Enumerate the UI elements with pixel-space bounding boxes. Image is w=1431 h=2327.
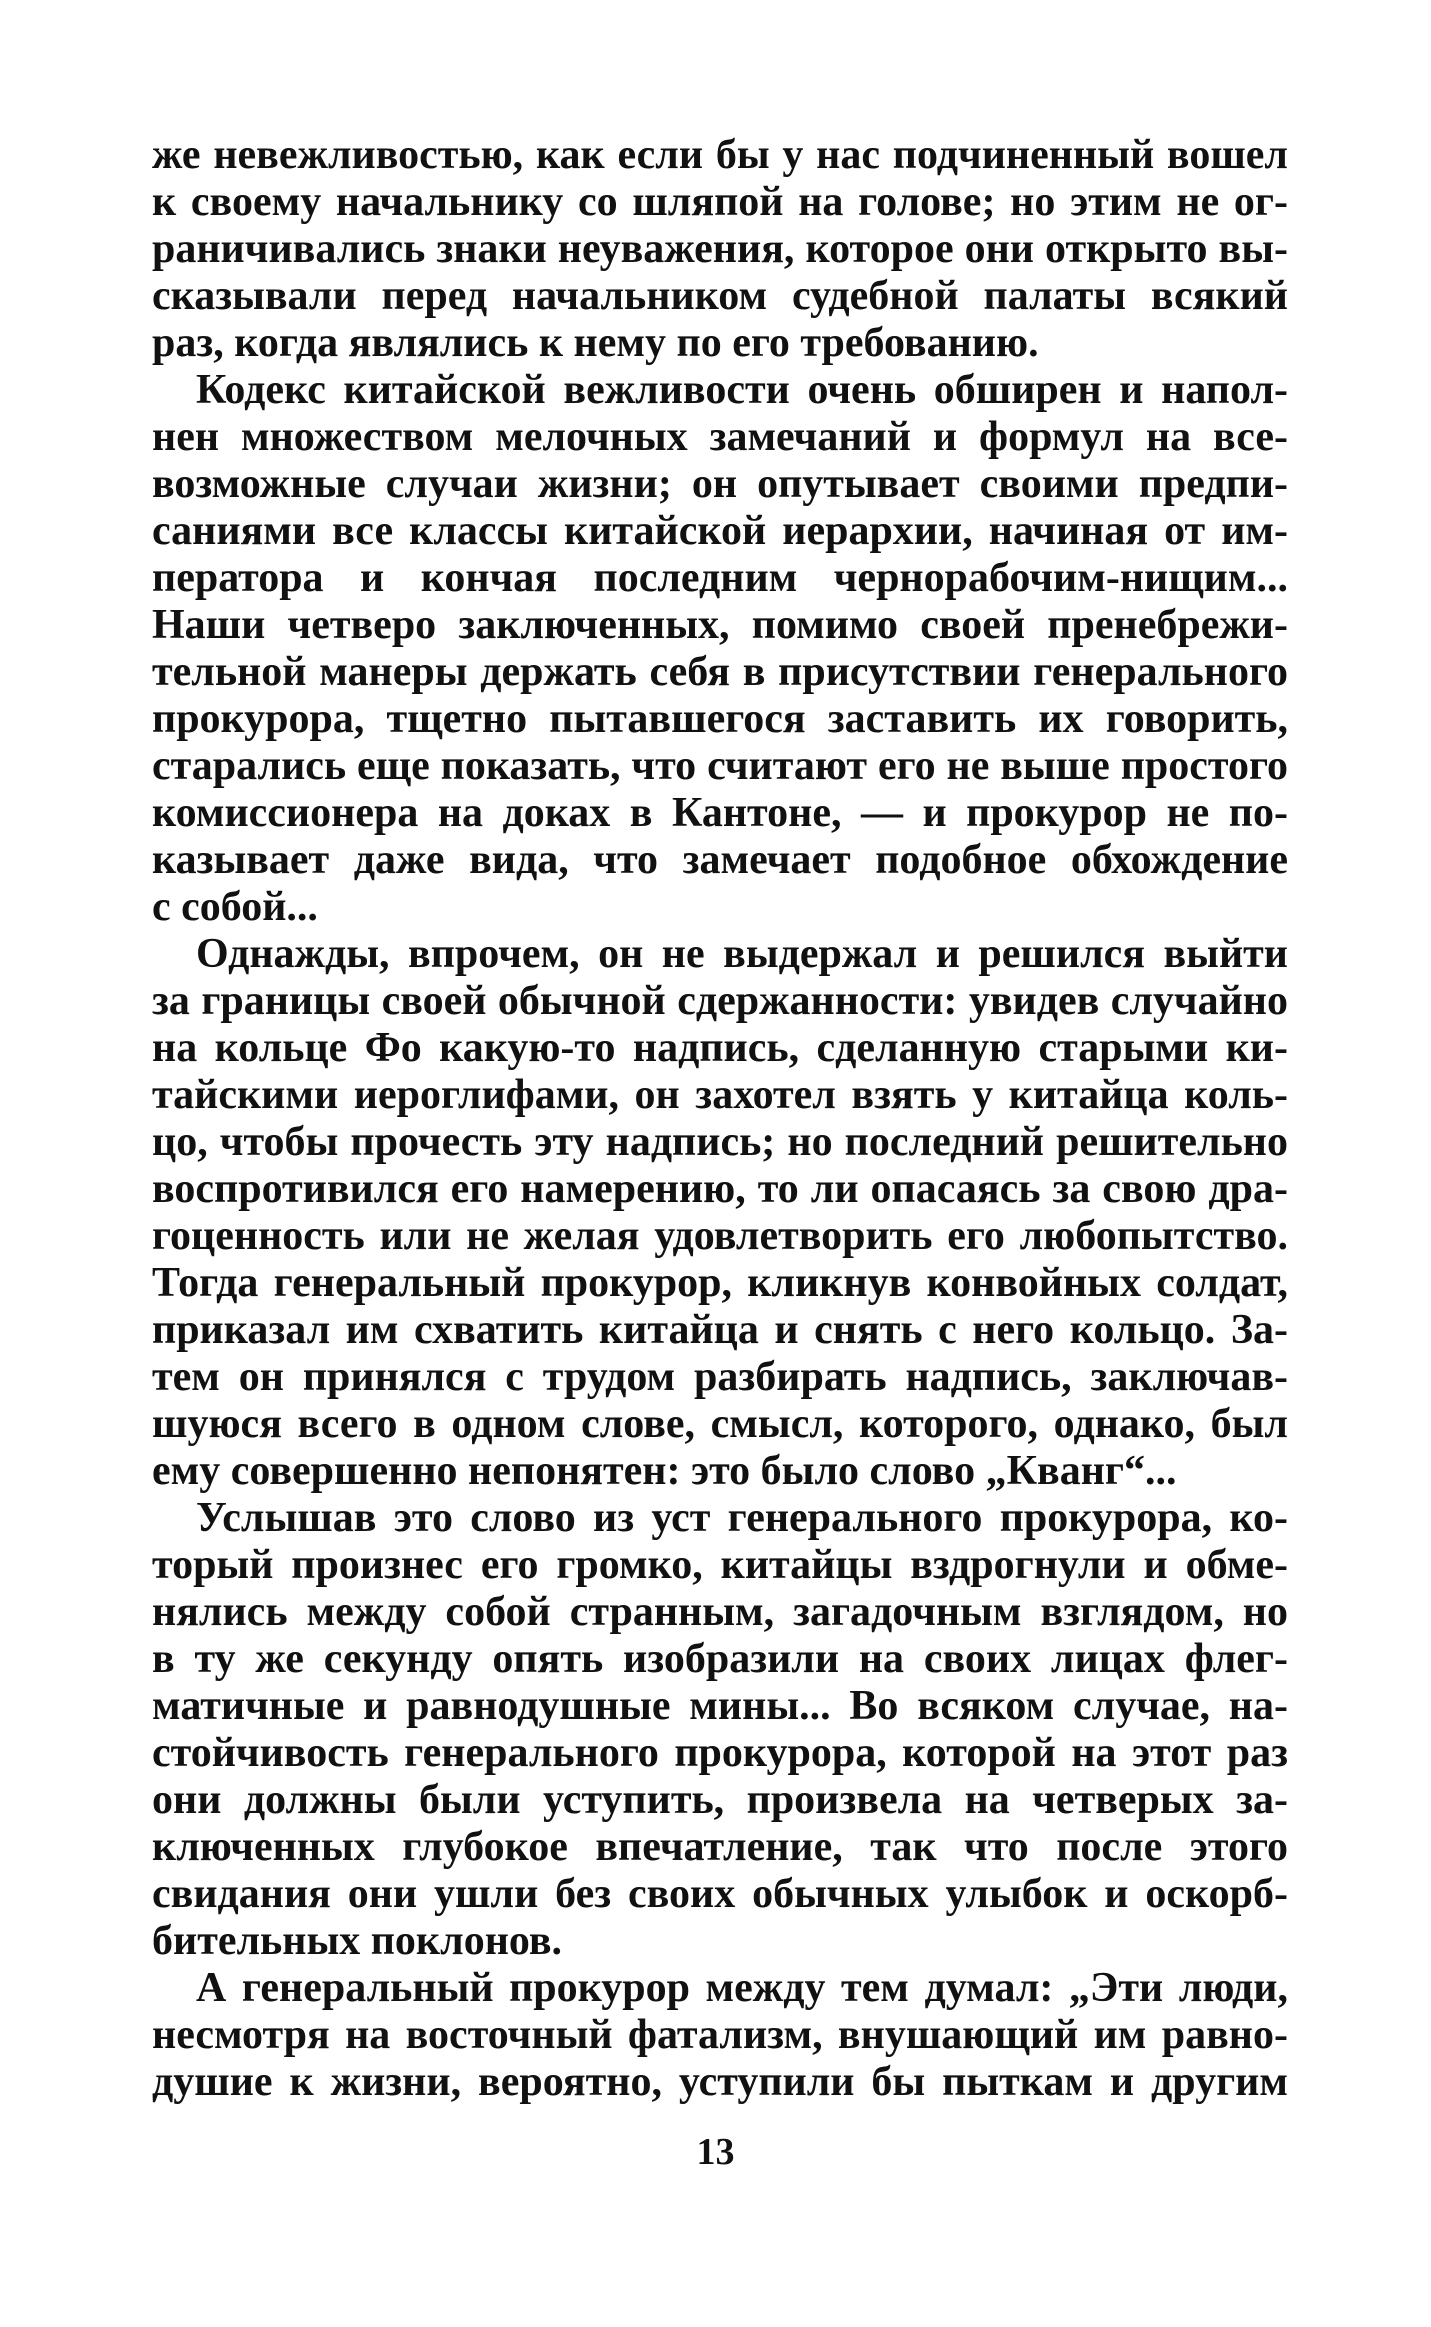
- text-line: сказывали перед начальником судебной палаты всякий: [152, 273, 1288, 319]
- text-line: матичные и равнодушные мины... Во всяком случае, на-: [152, 1683, 1288, 1729]
- text-line: на кольце Фо какую-то надпись, сделанную старыми ки-: [152, 1025, 1288, 1071]
- text-line: с собой...: [152, 884, 318, 930]
- body-text: [152, 132, 1288, 2106]
- text-line: ключенных глубокое впечатление, так что после этого: [152, 1824, 1288, 1870]
- text-line: душие к жизни, вероятно, уступили бы пыткам и другим: [152, 2059, 1288, 2105]
- text-line: тем он принялся с трудом разбирать надпись, заключав-: [152, 1354, 1288, 1400]
- text-line: прокурора, тщетно пытавшегося заставить их говорить,: [152, 696, 1288, 742]
- text-line: старались еще показать, что считают его не выше простого: [152, 743, 1288, 789]
- text-line: в ту же секунду опять изобразили на своих лицах флег-: [152, 1636, 1288, 1682]
- text-line: ему совершенно непонятен: это было слово „Кванг“...: [152, 1448, 1177, 1494]
- text-line: казывает даже вида, что замечает подобное обхождение: [152, 837, 1288, 883]
- text-line: цо, чтобы прочесть эту надпись; но последний решительно: [152, 1119, 1288, 1165]
- text-line: саниями все классы китайской иерархии, начиная от им-: [152, 508, 1288, 554]
- text-line: Тогда генеральный прокурор, кликнув конвойных солдат,: [152, 1260, 1288, 1306]
- text-line: тайскими иероглифами, он захотел взять у китайца коль-: [152, 1072, 1288, 1118]
- text-line: раничивались знаки неуважения, которое они открыто вы-: [152, 226, 1288, 272]
- text-line: шуюся всего в одном слове, смысл, которого, однако, был: [152, 1401, 1288, 1447]
- text-line: гоценность или не желая удовлетворить его любопытство.: [152, 1213, 1288, 1259]
- text-line: же невежливостью, как если бы у нас подчиненный вошел: [152, 132, 1288, 178]
- paragraph-first-line: А генеральный прокурор между тем думал: „Эти люди,: [196, 1965, 1288, 2011]
- paragraph-first-line: Кодекс китайской вежливости очень обширен и напол-: [196, 367, 1288, 413]
- text-line: ператора и кончая последним чернорабочим-нищим...: [152, 555, 1288, 601]
- text-line: торый произнес его громко, китайцы вздрогнули и обме-: [152, 1542, 1288, 1588]
- text-line: нен множеством мелочных замечаний и формул на все-: [152, 414, 1288, 460]
- text-line: воспротивился его намерению, то ли опасаясь за свою дра-: [152, 1166, 1288, 1212]
- text-line: к своему начальнику со шляпой на голове; но этим не ог-: [152, 179, 1288, 225]
- text-line: свидания они ушли без своих обычных улыбок и оскорб-: [152, 1871, 1288, 1917]
- paragraph-first-line: Услышав это слово из уст генерального прокурора, ко-: [196, 1495, 1288, 1541]
- text-line: Наши четверо заключенных, помимо своей пренебрежи-: [152, 602, 1288, 648]
- text-line: возможные случаи жизни; он опутывает своими предпи-: [152, 461, 1288, 507]
- page-number: 13: [696, 2131, 735, 2173]
- text-line: они должны были уступить, произвела на четверых за-: [152, 1777, 1288, 1823]
- text-line: бительных поклонов.: [152, 1918, 563, 1964]
- text-line: комиссионера на доках в Кантоне, — и прокурор не по-: [152, 790, 1288, 836]
- text-line: несмотря на восточный фатализм, внушающий им равно-: [152, 2012, 1288, 2058]
- text-line: за границы своей обычной сдержанности: увидев случайно: [152, 978, 1288, 1024]
- text-line: стойчивость генерального прокурора, которой на этот раз: [152, 1730, 1288, 1776]
- text-line: нялись между собой странным, загадочным взглядом, но: [152, 1589, 1288, 1635]
- text-line: приказал им схватить китайца и снять с него кольцо. За-: [152, 1307, 1288, 1353]
- text-line: раз, когда являлись к нему по его требованию.: [152, 320, 1039, 366]
- text-line: тельной манеры держать себя в присутствии генерального: [152, 649, 1288, 695]
- paragraph-first-line: Однажды, впрочем, он не выдержал и решился выйти: [196, 931, 1288, 977]
